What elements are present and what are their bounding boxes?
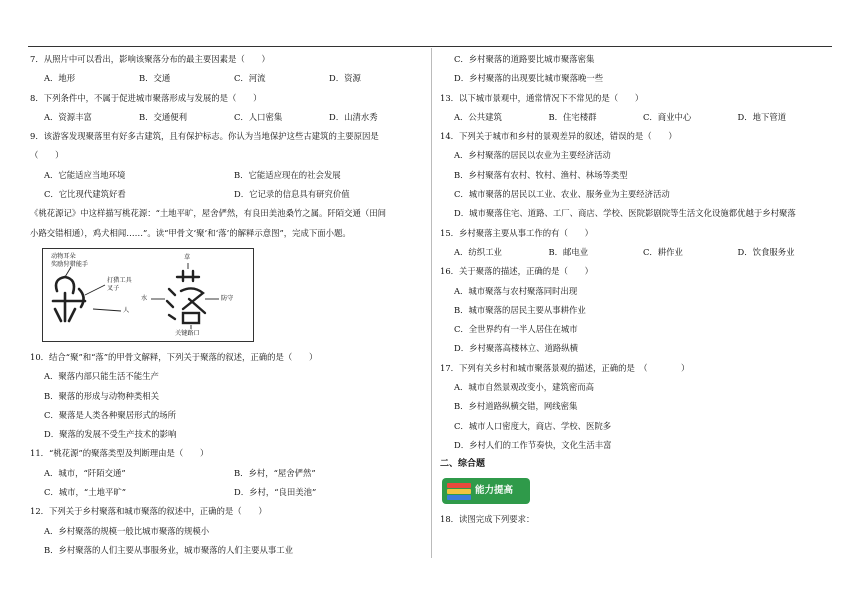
question-8-stem: 8．下列条件中，不属于促进城市聚落形成与发展的是（ ）: [30, 92, 262, 103]
option: B．它能适应现在的社会发展: [234, 169, 341, 180]
option: D．乡村，“良田美池”: [234, 487, 317, 498]
option: D．山清水秀: [329, 111, 378, 122]
question-13-stem: 13．以下城市景观中，通常情况下不常见的是（ ）: [440, 92, 644, 103]
question-7-options: [30, 69, 425, 88]
option: A．它能适应当地环境: [44, 169, 126, 180]
label-hunting-tool: 打猎工具: [107, 276, 132, 284]
question-14-stem: 14．下列关于城市和乡村的景观差异的叙述，错误的是（ ）: [440, 131, 677, 142]
option: D．饮食服务业: [737, 246, 795, 257]
option: B．城市聚落的居民主要从事耕作业: [454, 304, 586, 315]
option: C．它比现代建筑好看: [44, 189, 126, 200]
option: A．公共建筑: [454, 111, 502, 122]
question-11-options-row2: [30, 483, 425, 502]
question-9-stem-cont: （ ）: [30, 150, 64, 161]
question-9-options-row1: [30, 166, 425, 185]
badge-label: 能力提高: [475, 484, 514, 496]
left-column: [30, 50, 425, 560]
option: C．耕作业: [643, 246, 683, 257]
option: C．聚落是人类各种聚居形式的场所: [44, 409, 177, 420]
books-icon: [445, 480, 475, 502]
question-8-options: [30, 108, 425, 127]
label-fork: 叉子: [107, 284, 120, 292]
option: A．资源丰富: [44, 111, 92, 122]
option: A．地形: [44, 73, 76, 84]
option: D．乡村聚落高楼林立、道路纵横: [454, 343, 578, 354]
option: B．邮电业: [548, 246, 589, 257]
option: B．聚落的形成与动物种类相关: [44, 390, 160, 401]
option: D．乡村聚落的出现要比城市聚落晚一些: [454, 73, 604, 84]
option: B．乡村聚落的人们主要从事服务业，城市聚落的人们主要从事工业: [44, 544, 294, 555]
question-7-stem: 7．从照片中可以看出，影响该聚落分布的最主要因素是（ ）: [30, 54, 270, 64]
option: D．它记录的信息具有研究价值: [234, 189, 350, 200]
option: D．资源: [329, 73, 361, 84]
column-divider: [431, 48, 432, 558]
question-9-options-row2: [30, 185, 425, 204]
option: C．人口密集: [234, 111, 283, 122]
question-10-stem: 10．结合“聚”和“落”的甲骨文解释，下列关于聚落的叙述，正确的是（ ）: [30, 351, 318, 362]
option: B．住宅楼群: [548, 111, 597, 122]
label-animal-ears: 动物耳朵: [51, 252, 76, 260]
passage-line: 小路交错相通），鸡犬相闻……”。读“甲骨文‘聚’和‘落’的解释示意图”，完成下面小题。: [30, 227, 351, 238]
option: C．城市聚落的居民以工业、农业、服务业为主要经济活动: [454, 189, 670, 200]
option: B．乡村聚落有农村、牧村、渔村、林场等类型: [454, 169, 628, 180]
question-12-stem: 12．下列关于乡村聚落和城市聚落的叙述中，正确的是（ ）: [30, 506, 267, 517]
option: B．交通: [139, 73, 171, 84]
ability-badge: [442, 478, 530, 504]
option: B．乡村，“屋舍俨然”: [234, 467, 316, 478]
option: A．聚落内部只能生活不能生产: [44, 371, 159, 382]
right-column: [440, 50, 832, 529]
option: C．乡村聚落的道路要比城市聚落密集: [454, 54, 595, 64]
section-heading: 二、综合题: [440, 459, 486, 470]
label-person: 人: [123, 306, 130, 314]
passage-line: 《桃花源记》中这样描写桃花源：“土地平旷，屋舍俨然，有良田美池桑竹之属。阡陌交通（田间: [30, 208, 387, 219]
option: A．纺织工业: [454, 246, 502, 257]
option: C．城市，“土地平旷”: [44, 487, 126, 498]
option: C．全世界约有一半人居住在城市: [454, 324, 578, 335]
option: A．乡村聚落的居民以农业为主要经济活动: [454, 150, 611, 161]
question-15-options: [440, 243, 832, 262]
label-reward-hunter: 奖励狩猎能手: [51, 260, 89, 268]
question-18-stem: 18．读图完成下列要求：: [440, 513, 535, 524]
question-11-stem: 11．“桃花源”的聚落类型及判断理由是（ ）: [30, 448, 209, 459]
label-key-crossing: 关键路口: [175, 329, 200, 337]
label-grass: 草: [184, 253, 191, 261]
oracle-bone-figure: [42, 248, 254, 342]
option: B．交通便利: [139, 111, 188, 122]
option: D．乡村人们的工作节奏快，文化生活丰富: [454, 439, 612, 450]
question-16-stem: 16．关于聚落的描述，正确的是（ ）: [440, 266, 594, 277]
label-water: 水: [141, 294, 148, 302]
question-13-options: [440, 108, 832, 127]
option: C．商业中心: [643, 111, 692, 122]
question-9-stem: 9．该游客发现聚落里有好多古建筑，且有保护标志。你认为当地保护这些古建筑的主要原因是: [30, 131, 379, 142]
option: D．地下管道: [737, 111, 787, 122]
header-rule: [28, 46, 832, 47]
option: A．城市聚落与农村聚落同时出现: [454, 285, 578, 296]
option: C．河流: [234, 73, 266, 84]
option: B．乡村道路纵横交错，网线密集: [454, 401, 578, 412]
question-17-stem: 17．下列有关乡村和城市聚落景观的描述，正确的是 （ ）: [440, 362, 690, 373]
label-guard: 防守: [221, 294, 234, 302]
option: A．城市自然景观改变小，建筑密而高: [454, 382, 595, 393]
option: A．城市，“阡陌交通”: [44, 467, 126, 478]
option: D．城市聚落住宅、道路、工厂、商店、学校、医院影剧院等生活文化设施都优越于乡村聚落: [454, 208, 796, 219]
option: D．聚落的发展不受生产技术的影响: [44, 429, 177, 440]
option: C．城市人口密度大，商店、学校、医院多: [454, 420, 612, 431]
option: A．乡村聚落的规模一般比城市聚落的规模小: [44, 525, 210, 536]
question-11-options-row1: [30, 464, 425, 483]
question-15-stem: 15．乡村聚落主要从事工作的有（ ）: [440, 227, 594, 238]
